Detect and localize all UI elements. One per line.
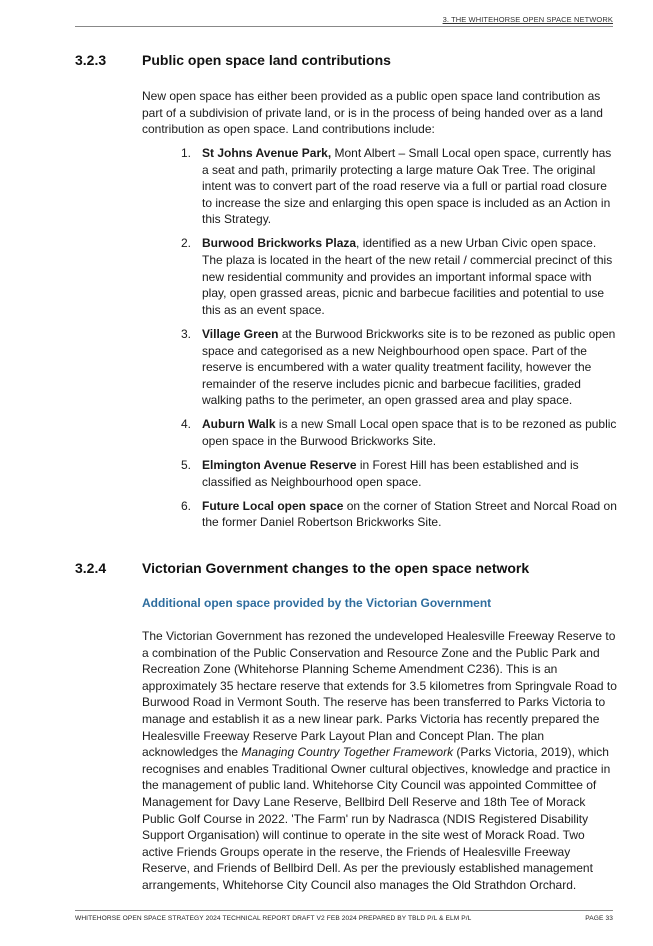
list-item: [142, 235, 617, 318]
list-item-name: Auburn Walk: [202, 417, 276, 432]
list-item: [142, 145, 617, 228]
framework-title: Managing Country Together Framework: [241, 745, 454, 760]
list-item-text: on the corner of Station Street and Norcal Road on the former Daniel Robertson Brickworks Site.: [202, 498, 617, 530]
list-item: [142, 326, 617, 409]
list-item-name: St Johns Avenue Park,: [202, 146, 332, 160]
subheading: Additional open space provided by the Victorian Government: [142, 596, 492, 610]
section-3-2-4-number: 3.2.4: [75, 560, 107, 576]
list-item-text: at the Burwood Brickworks site is to be rezoned as public open space and categorised as a new Neighbourhood open space. Part of the reserve is encumbered with a water quality treatment facility, however the remainder of the reserve includes picnic and barbecue facilities, graded walking paths to the perimeter, an open grassed area and play space.: [202, 326, 616, 408]
list-item-text: is a new Small Local open space that is to be rezoned as public open space in the Burwood Brickworks Site.: [202, 417, 617, 448]
list-item-text: Mont Albert – Small Local open space, currently has a seat and path, primarily protecting a large mature Oak Tree. The original intent was to convert part of the road reserve via a full or partial road closure to increase the size and enlarging this open space is included as an Action in this Strategy.: [202, 146, 612, 227]
section-3-2-4-paragraph: [142, 628, 617, 894]
footer-doc-info: WHITEHORSE OPEN SPACE STRATEGY 2024 TECHNICAL REPORT DRAFT V2 FEB 2024 PREPARED BY TBLD P/L & ELM P/L: [75, 915, 472, 922]
section-3-2-3-intro: New open space has either been provided as a public open space land contribution as part of a subdivision of private land, or is in the process of being handed over as a land contribution as open space. Land contributions include:: [142, 89, 603, 137]
section-3-2-4-title: Victorian Government changes to the open space network: [142, 560, 530, 576]
list-item-number: 4.: [181, 417, 192, 432]
paragraph-text-continued: (Parks Victoria, 2019), which recognises and enables Traditional Owner cultural objectives, knowledge and practice in the management of public land. Whitehorse City Council was appointed Committee of Management for Davy Lane Reserve, Bellbird Dell Reserve and 18th Tee of Morack Public Golf Course in 2022. 'The Farm' run by Nadrasca (NDIS Registered Disability Support Organisation) will continue to operate in the site west of Morack Road. Two active Friends Groups operate in the reserve, the Friends of Healesville Freeway Reserve, and Friends of Bellbird Dell. As per the previously established management arrangements, Whitehorse City Council also manages the Old Strathdon Orchard.: [142, 745, 611, 892]
paragraph-text: The Victorian Government has rezoned the undeveloped Healesville Freeway Reserve to a combination of the Public Conservation and Resource Zone and the Public Park and Recreation Zone (Whitehorse Planning Scheme Amendment C236). This is an approximately 35 hectare reserve that extends for 3.5 kilometres from Springvale Road to Burwood Road in Vermont South. The reserve has been transferred to Parks Victoria to manage and establish it as a new linear park. Parks Victoria has recently prepared the Healesville Freeway Reserve Park Layout Plan and Concept Plan. The plan acknowledges the: [142, 629, 617, 760]
list-item: [142, 416, 617, 449]
running-header: 3. THE WHITEHORSE OPEN SPACE NETWORK: [442, 15, 613, 24]
section-3-2-3-title: Public open space land contributions: [142, 52, 391, 68]
section-3-2-3-number: 3.2.3: [75, 52, 107, 68]
list-item-number: 6.: [181, 498, 192, 513]
list-item-name: Burwood Brickworks Plaza: [202, 236, 357, 251]
list-item: [142, 457, 617, 490]
footer-rule: [75, 910, 613, 911]
footer-page-number: PAGE 33: [585, 915, 613, 922]
list-item-number: 3.: [181, 326, 192, 341]
list-item-text: , identified as a new Urban Civic open space. The plaza is located in the heart of the new retail / commercial precinct of this new residential community and provides an important informal space with play, open grassed areas, picnic and barbecue facilities and potential to use this as an event space.: [202, 236, 613, 317]
list-item-number: 2.: [181, 236, 192, 251]
list-item-text: in Forest Hill has been established and is classified as Neighbourhood open space.: [202, 458, 579, 489]
list-item-number: 1.: [181, 146, 192, 160]
list-item: [142, 498, 617, 531]
list-item-name: Village Green: [202, 326, 279, 341]
list-item-name: Elmington Avenue Reserve: [202, 458, 357, 473]
header-rule: [75, 26, 613, 27]
land-contributions-list: [142, 145, 617, 538]
list-item-number: 5.: [181, 458, 192, 473]
list-item-name: Future Local open space: [202, 498, 344, 513]
